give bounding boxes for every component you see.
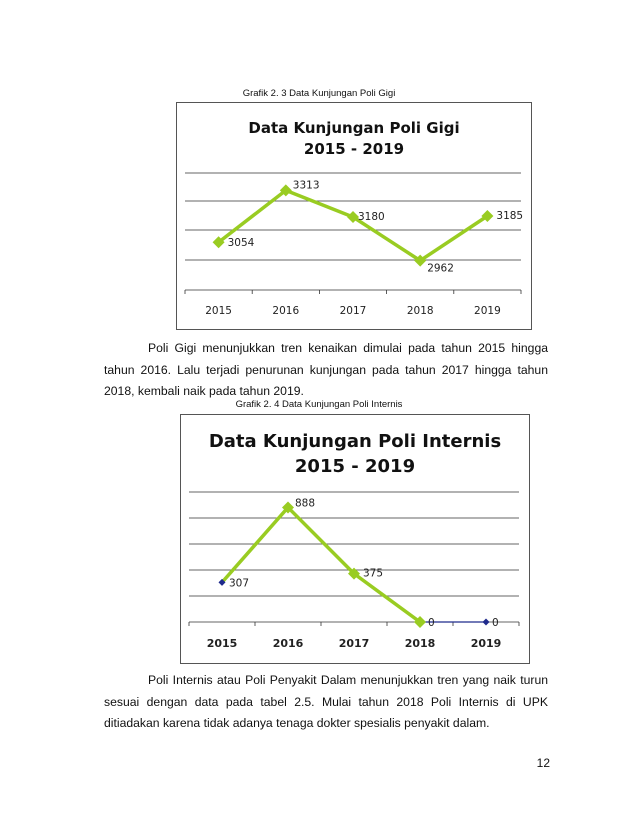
x-tick-label: 2019 [470,637,502,650]
chart-poli-gigi [176,102,532,330]
data-label: 3054 [227,237,255,250]
x-tick-label: 2018 [406,305,434,317]
data-label: 3180 [358,211,385,223]
data-label: 0 [492,617,499,629]
x-tick-label: 2016 [272,305,300,317]
x-tick-label: 2016 [272,637,304,650]
chart2-caption: Grafik 2. 4 Data Kunjungan Poli Internis [235,399,403,410]
x-tick-label: 2019 [474,305,501,317]
chart2-subtitle: 2015 - 2019 [294,456,416,477]
data-label: 307 [229,577,250,590]
data-label: 3185 [496,210,524,222]
x-tick-label: 2015 [206,637,238,650]
paragraph-poli-internis: Poli Internis atau Poli Penyakit Dalam menunjukkan tren yang naik turun sesuai dengan data pada tabel 2.5. Mulai tahun 2018 Poli Internis di UPK ditiadakan karena tidak adanya tenaga dokter spesialis penyakit dalam. [104,673,548,730]
data-point-marker [483,619,490,626]
x-tick-label: 2017 [338,637,370,650]
chart-poli-gigi-svg [177,103,531,329]
data-label: 2962 [427,262,454,275]
data-label: 0 [428,617,435,629]
page-number: 12 [536,756,550,770]
paragraph-poli-gigi: Poli Gigi menunjukkan tren kenaikan dimulai pada tahun 2015 hingga tahun 2016. Lalu terjadi penurunan kunjungan pada tahun 2017 hingga tahun 2018, kembali naik pada tahun 2019. [104,341,548,398]
x-tick-label: 2017 [339,305,367,317]
chart1-title: Data Kunjungan Poli Gigi [248,119,460,137]
x-tick-label: 2015 [205,305,232,317]
chart-poli-internis [180,414,530,664]
x-tick-label: 2018 [404,637,436,650]
data-label: 375 [363,567,384,580]
chart-poli-internis-svg [181,415,529,663]
series-line [222,507,420,622]
chart1-caption: Grafik 2. 3 Data Kunjungan Poli Gigi [242,88,396,99]
data-label: 3313 [292,179,320,192]
data-label: 888 [295,497,316,510]
chart2-title: Data Kunjungan Poli Internis [208,431,502,452]
chart1-subtitle: 2015 - 2019 [303,140,405,158]
